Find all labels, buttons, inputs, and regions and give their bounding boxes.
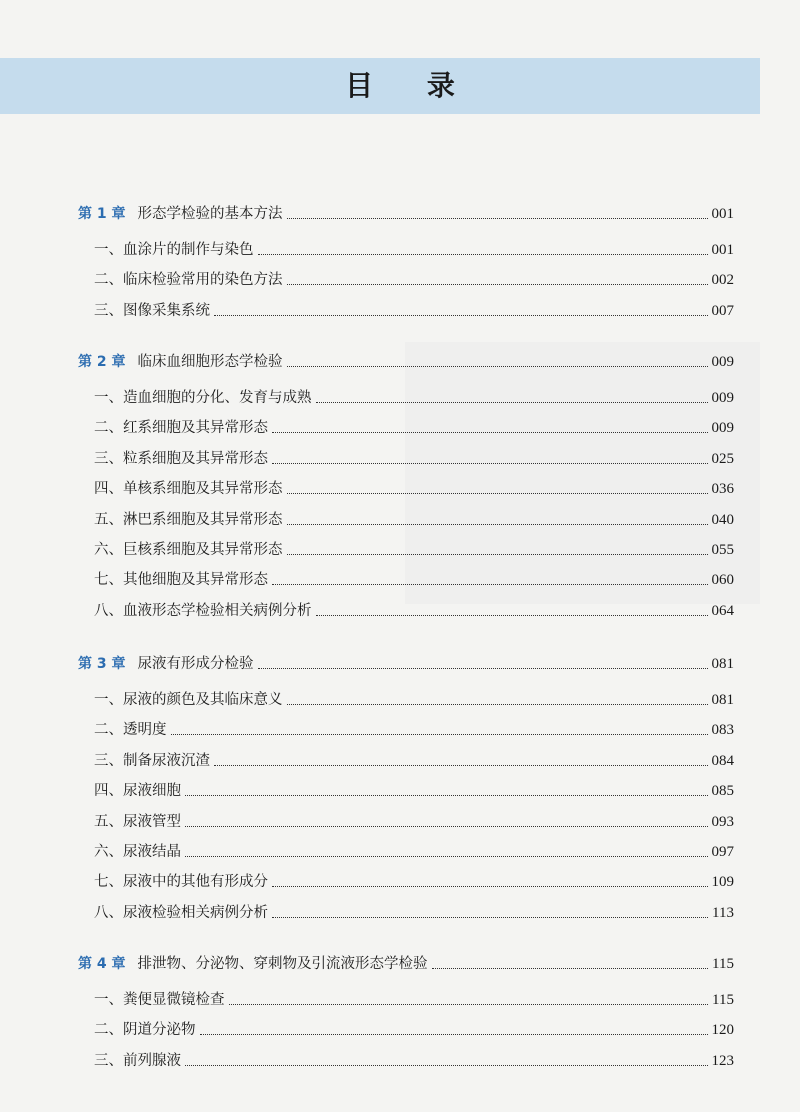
dot-leader bbox=[185, 794, 708, 796]
toc-section-entry[interactable] bbox=[94, 475, 734, 499]
section-page-number: 123 bbox=[711, 1052, 734, 1069]
section-page-number: 081 bbox=[711, 692, 734, 708]
toc-section-entry[interactable] bbox=[94, 899, 734, 923]
dot-leader bbox=[200, 1033, 708, 1035]
dot-leader bbox=[171, 733, 708, 735]
dot-leader bbox=[316, 614, 708, 616]
page-title: 目 录 bbox=[345, 69, 477, 102]
toc-section-entry[interactable] bbox=[94, 597, 734, 621]
section-title: 四、单核系细胞及其异常形态 bbox=[94, 481, 283, 498]
section-page-number: 025 bbox=[711, 450, 734, 467]
dot-leader bbox=[258, 667, 708, 669]
section-title: 五、尿液管型 bbox=[94, 813, 181, 830]
toc-chapter-entry[interactable] bbox=[78, 950, 734, 974]
section-title: 八、血液形态学检验相关病例分析 bbox=[94, 602, 312, 619]
chapter-label bbox=[78, 352, 283, 372]
chapter-number: 第 1 章 bbox=[78, 206, 126, 222]
section-page-number: 115 bbox=[712, 992, 734, 1008]
toc-section-entry[interactable] bbox=[94, 536, 734, 560]
section-title: 二、临床检验常用的染色方法 bbox=[94, 272, 283, 289]
section-page-number: 064 bbox=[711, 602, 734, 619]
toc-section-entry[interactable] bbox=[94, 686, 734, 710]
section-page-number: 085 bbox=[711, 783, 734, 800]
section-page-number: 060 bbox=[711, 572, 734, 589]
dot-leader bbox=[287, 523, 708, 525]
bleed-through-figure bbox=[405, 342, 760, 604]
section-title: 三、前列腺液 bbox=[94, 1052, 181, 1069]
section-title: 二、阴道分泌物 bbox=[94, 1022, 196, 1039]
dot-leader bbox=[272, 885, 708, 887]
dot-leader bbox=[185, 855, 708, 857]
section-page-number: 109 bbox=[711, 874, 734, 891]
dot-leader bbox=[287, 365, 708, 367]
section-title: 八、尿液检验相关病例分析 bbox=[94, 904, 268, 921]
chapter-label bbox=[78, 954, 428, 974]
section-title: 二、红系细胞及其异常形态 bbox=[94, 420, 268, 437]
toc-section-entry[interactable] bbox=[94, 445, 734, 469]
section-title: 一、尿液的颜色及其临床意义 bbox=[94, 692, 283, 708]
chapter-page-number: 115 bbox=[712, 956, 734, 972]
chapter-title: 临床血细胞形态学检验 bbox=[137, 354, 283, 370]
section-title: 六、尿液结晶 bbox=[94, 844, 181, 860]
chapter-page-number: 001 bbox=[711, 206, 734, 222]
section-title: 一、血涂片的制作与染色 bbox=[94, 242, 254, 258]
section-page-number: 001 bbox=[711, 242, 734, 258]
toc-section-entry[interactable] bbox=[94, 297, 734, 321]
section-page-number: 097 bbox=[711, 844, 734, 860]
chapter-title: 形态学检验的基本方法 bbox=[137, 206, 283, 222]
dot-leader bbox=[185, 1064, 708, 1066]
dot-leader bbox=[287, 283, 708, 285]
toc-section-entry[interactable] bbox=[94, 986, 734, 1010]
section-page-number: 120 bbox=[711, 1022, 734, 1039]
toc-chapter-entry[interactable] bbox=[78, 348, 734, 372]
dot-leader bbox=[214, 314, 708, 316]
dot-leader bbox=[316, 401, 708, 403]
dot-leader bbox=[272, 462, 708, 464]
dot-leader bbox=[272, 916, 708, 918]
section-title: 三、图像采集系统 bbox=[94, 302, 210, 319]
toc-section-entry[interactable] bbox=[94, 838, 734, 862]
dot-leader bbox=[229, 1003, 709, 1005]
toc-chapter-entry[interactable] bbox=[78, 650, 734, 674]
dot-leader bbox=[272, 583, 708, 585]
toc-section-entry[interactable] bbox=[94, 777, 734, 801]
section-title: 三、粒系细胞及其异常形态 bbox=[94, 450, 268, 467]
section-page-number: 093 bbox=[711, 813, 734, 830]
toc-section-entry[interactable] bbox=[94, 506, 734, 530]
toc-chapter-entry[interactable] bbox=[78, 200, 734, 224]
section-page-number: 055 bbox=[711, 542, 734, 558]
toc-section-entry[interactable] bbox=[94, 384, 734, 408]
chapter-title: 排泄物、分泌物、穿刺物及引流液形态学检验 bbox=[137, 956, 428, 972]
dot-leader bbox=[214, 764, 708, 766]
section-page-number: 007 bbox=[711, 302, 734, 319]
section-title: 一、粪便显微镜检查 bbox=[94, 992, 225, 1008]
section-title: 四、尿液细胞 bbox=[94, 783, 181, 800]
dot-leader bbox=[272, 431, 708, 433]
dot-leader bbox=[287, 217, 708, 219]
dot-leader bbox=[258, 253, 708, 255]
section-title: 七、其他细胞及其异常形态 bbox=[94, 572, 268, 589]
toc-section-entry[interactable] bbox=[94, 566, 734, 590]
section-page-number: 002 bbox=[711, 272, 734, 289]
toc-section-entry[interactable] bbox=[94, 1047, 734, 1071]
chapter-page-number: 009 bbox=[711, 354, 734, 370]
section-title: 六、巨核系细胞及其异常形态 bbox=[94, 542, 283, 558]
section-title: 五、淋巴系细胞及其异常形态 bbox=[94, 511, 283, 528]
section-page-number: 084 bbox=[711, 752, 734, 769]
dot-leader bbox=[432, 967, 709, 969]
section-page-number: 083 bbox=[711, 722, 734, 739]
chapter-number: 第 2 章 bbox=[78, 354, 126, 370]
chapter-label bbox=[78, 204, 283, 224]
toc-section-entry[interactable] bbox=[94, 266, 734, 290]
toc-section-entry[interactable] bbox=[94, 414, 734, 438]
dot-leader bbox=[287, 553, 708, 555]
section-page-number: 040 bbox=[711, 511, 734, 528]
chapter-title: 尿液有形成分检验 bbox=[137, 656, 254, 672]
chapter-number: 第 4 章 bbox=[78, 956, 126, 972]
chapter-number: 第 3 章 bbox=[78, 656, 126, 672]
section-page-number: 036 bbox=[711, 481, 734, 498]
toc-section-entry[interactable] bbox=[94, 716, 734, 740]
chapter-label bbox=[78, 654, 254, 674]
dot-leader bbox=[185, 825, 708, 827]
toc-section-entry[interactable] bbox=[94, 868, 734, 892]
toc-section-entry[interactable] bbox=[94, 1016, 734, 1040]
dot-leader bbox=[287, 492, 708, 494]
toc-section-entry[interactable] bbox=[94, 747, 734, 771]
toc-section-entry[interactable] bbox=[94, 808, 734, 832]
section-title: 七、尿液中的其他有形成分 bbox=[94, 874, 268, 891]
section-page-number: 113 bbox=[712, 904, 734, 921]
section-page-number: 009 bbox=[711, 390, 734, 406]
section-page-number: 009 bbox=[711, 420, 734, 437]
section-title: 三、制备尿液沉渣 bbox=[94, 752, 210, 769]
dot-leader bbox=[287, 703, 708, 705]
section-title: 一、造血细胞的分化、发育与成熟 bbox=[94, 390, 312, 406]
section-title: 二、透明度 bbox=[94, 722, 167, 739]
toc-section-entry[interactable] bbox=[94, 236, 734, 260]
chapter-page-number: 081 bbox=[711, 656, 734, 672]
